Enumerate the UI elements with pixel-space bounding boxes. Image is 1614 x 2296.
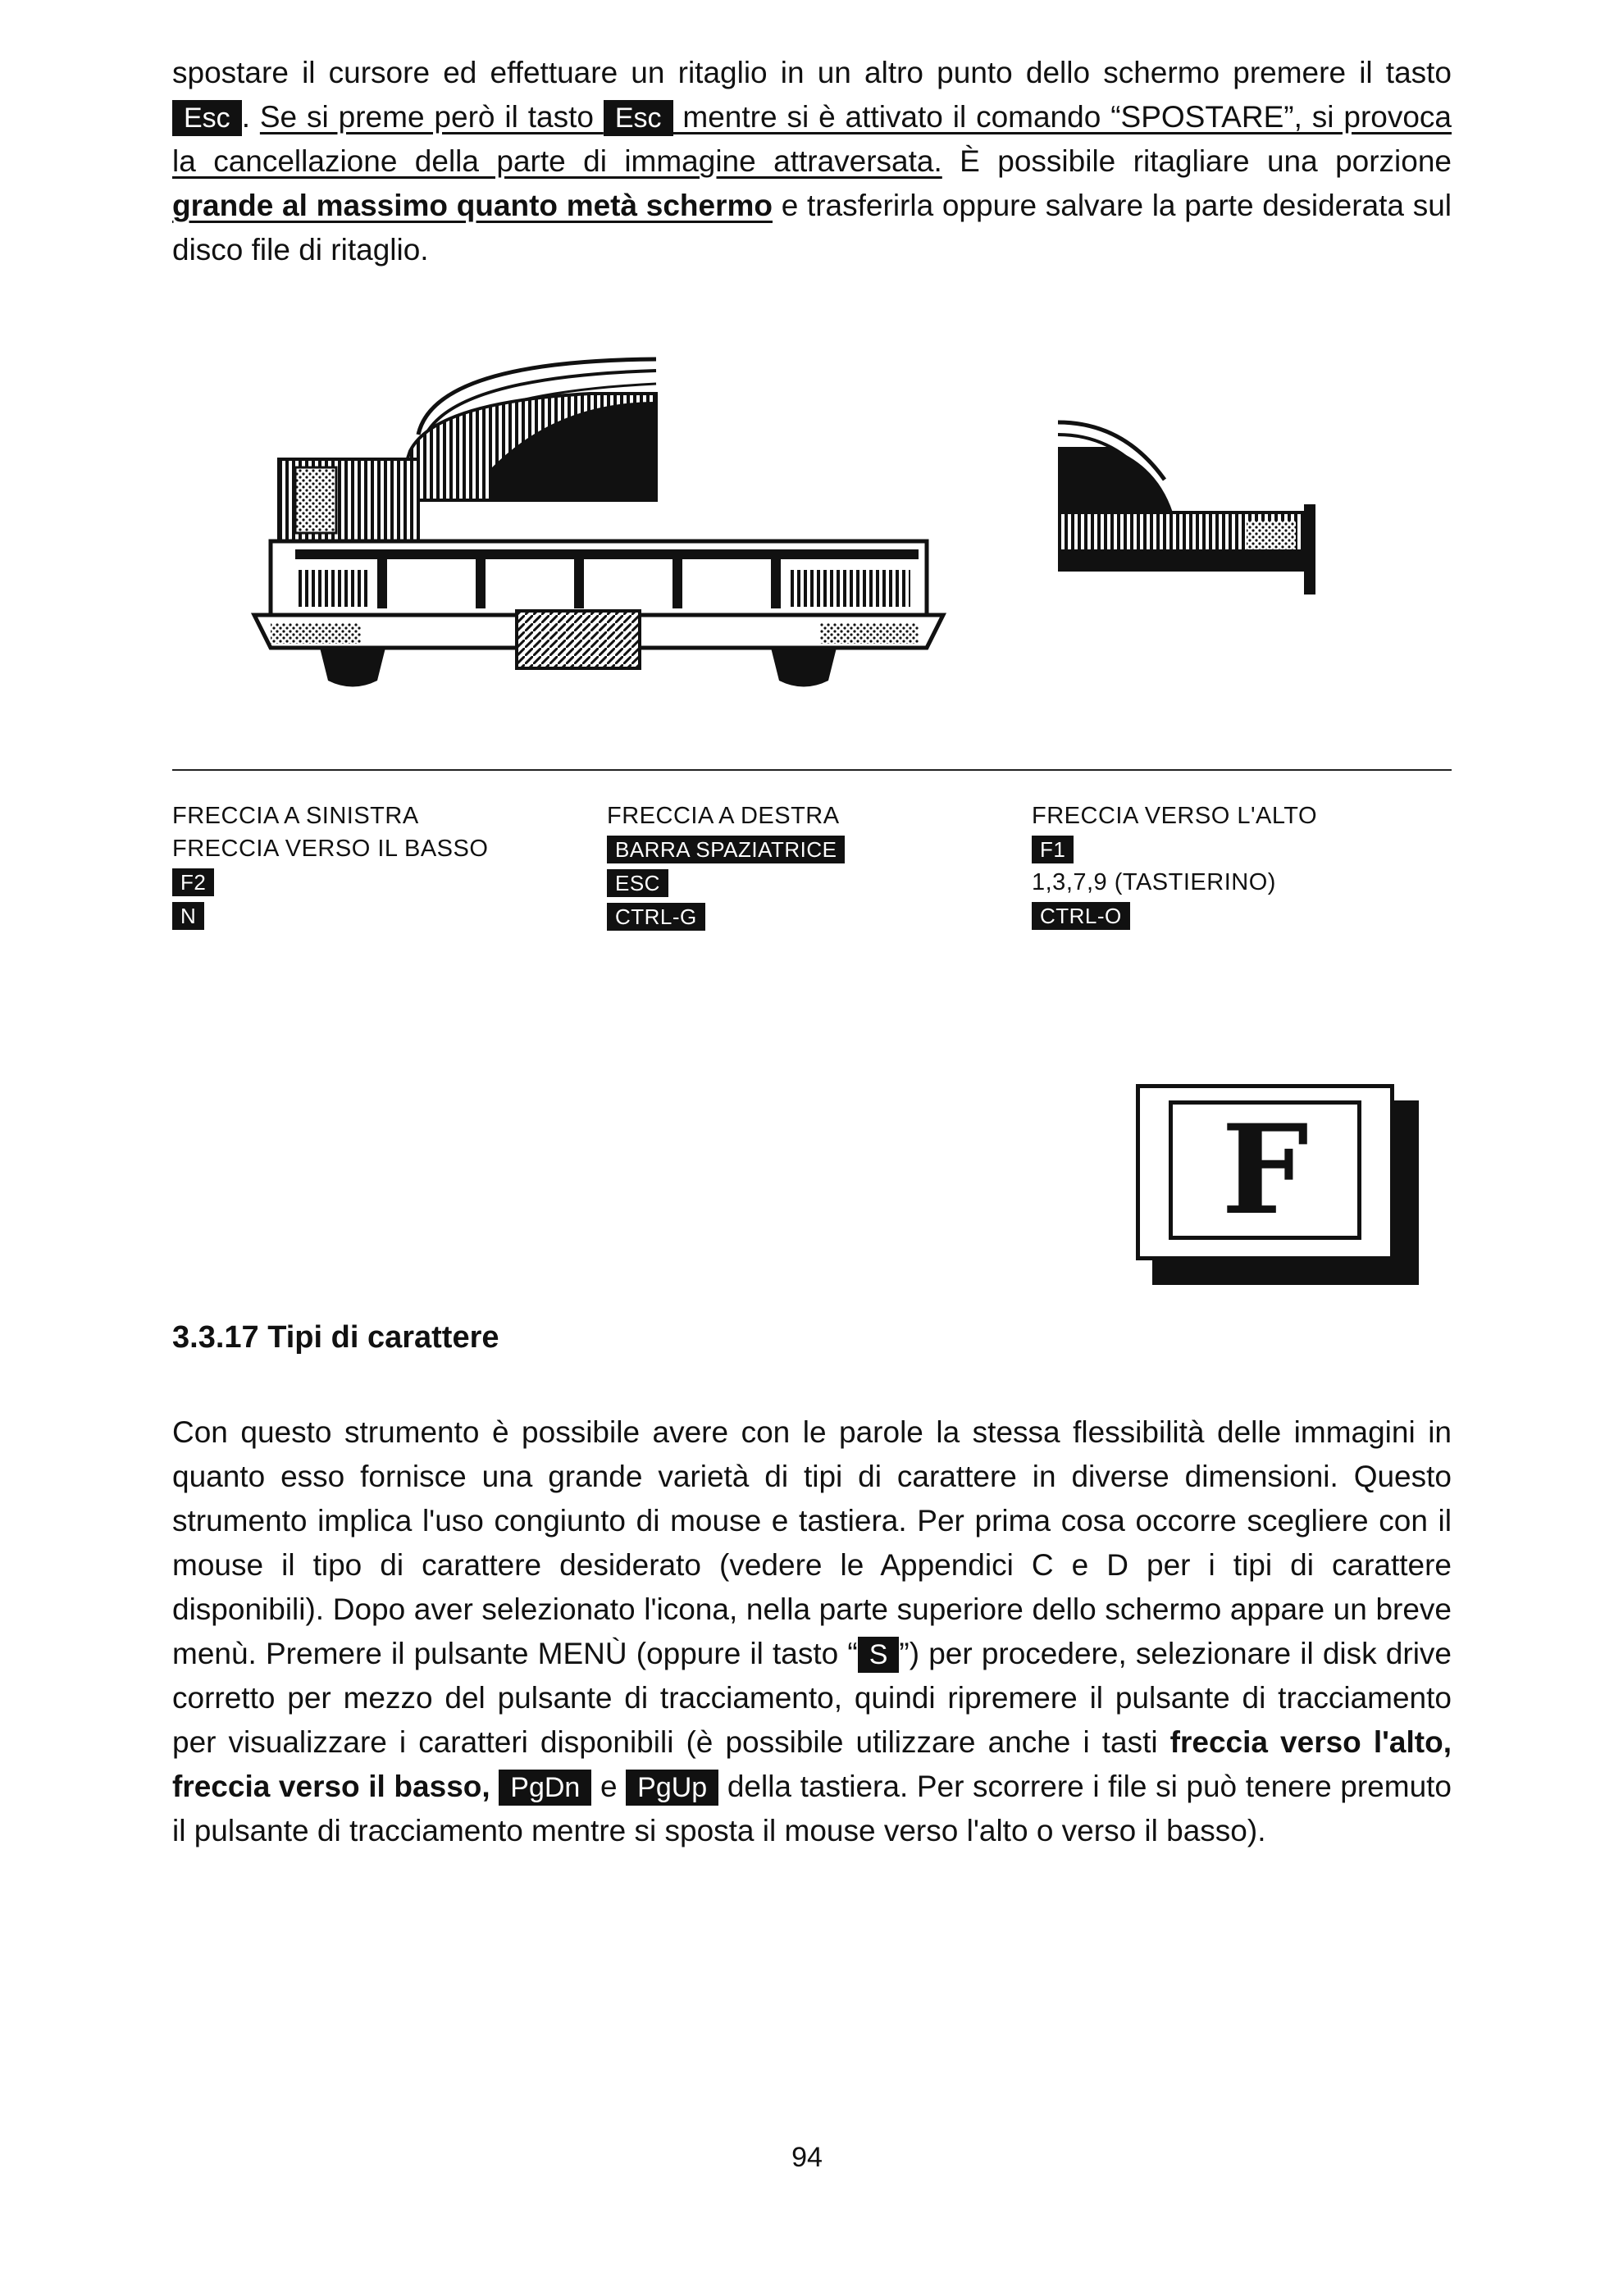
spacebar-key: BARRA SPAZIATRICE (607, 836, 845, 863)
ctrl-o-key: CTRL-O (1032, 902, 1130, 930)
esc-key-table: ESC (607, 869, 668, 897)
pgup-key: PgUp (626, 1770, 718, 1806)
body-text-1: Con questo strumento è possibile avere con le parole la stessa flessibilità delle immagini in quanto esso fornisce una grande varietà di tipi di carattere in diverse dimensioni. Questo strumento implica l'uso congiunto di mouse e tastiera. Per prima cosa occorre scegliere con il mouse il tipo di carattere desiderato (vedere le Appendici C e D per i tipi di carattere disponibili). Dopo aver selezionato l'icona, nella parte superiore dello schermo appare un breve menù. Premere il pulsante MENÙ (oppure il tasto “ (172, 1415, 1452, 1670)
ctrl-g-key: CTRL-G (607, 903, 705, 931)
font-tool-icon (1136, 1084, 1419, 1285)
key-label-down-arrow: FRECCIA VERSO IL BASSO (172, 836, 489, 862)
body-text-bold: freccia verso l'alto, freccia verso il basso, (172, 1725, 1452, 1803)
key-label-keypad: 1,3,7,9 (TASTIERINO) (1032, 869, 1276, 895)
intro-paragraph (172, 51, 1452, 272)
intro-text-3: Se si preme però il tasto (259, 100, 604, 134)
key-label-right-arrow: FRECCIA A DESTRA (607, 803, 840, 829)
body-text-2: ”) per procedere, selezionare il disk drive corretto per mezzo del pulsante di tracciamento, quindi ripremere il pulsante di tracciamento per visualizzare i caratteri disponibili (è possibile utilizzare anche i tasti (172, 1637, 1452, 1759)
key-column-middle (607, 800, 845, 933)
intro-text-1: spostare il cursore ed effettuare un ritaglio in un altro punto dello schermo premere il tasto (172, 56, 1452, 89)
table-rule (172, 769, 1452, 771)
intro-text-bold: grande al massimo quanto metà schermo (172, 189, 773, 222)
intro-text-4: mentre si è attivato il comando “SPOSTARE”, si provoca la cancellazione della parte di immagine attraversata. (172, 100, 1452, 178)
body-paragraph (172, 1410, 1452, 1853)
key-column-left (172, 800, 488, 932)
key-label-up-arrow: FRECCIA VERSO L'ALTO (1032, 803, 1318, 829)
esc-key-1: Esc (172, 100, 242, 136)
intro-text-2: . (241, 100, 260, 134)
font-icon-letter: F (1221, 1098, 1309, 1242)
esc-key-2: Esc (604, 100, 673, 136)
f1-key: F1 (1032, 836, 1074, 863)
body-text-3 (490, 1770, 499, 1803)
body-text-5: della tastiera. Per scorrere i file si può tenere premuto il pulsante di tracciamento mentre si sposta il mouse verso l'alto o verso il basso). (172, 1770, 1452, 1847)
body-text-4: e (591, 1770, 627, 1803)
section-heading: 3.3.17 Tipi di carattere (172, 1320, 499, 1355)
s-key: S (858, 1637, 900, 1673)
intro-text-5: È possibile ritagliare una porzione (942, 144, 1452, 178)
truck-illustration (246, 344, 951, 697)
intro-text-7: e trasferirla oppure salvare la parte desiderata sul disco file di ritaglio. (172, 189, 1452, 266)
key-label-left-arrow: FRECCIA A SINISTRA (172, 803, 419, 829)
key-column-right (1032, 800, 1317, 932)
cropped-illustration (1058, 414, 1320, 594)
n-key: N (172, 902, 204, 930)
f2-key: F2 (172, 868, 214, 896)
pgdn-key: PgDn (499, 1770, 591, 1806)
page-number: 94 (791, 2142, 823, 2173)
